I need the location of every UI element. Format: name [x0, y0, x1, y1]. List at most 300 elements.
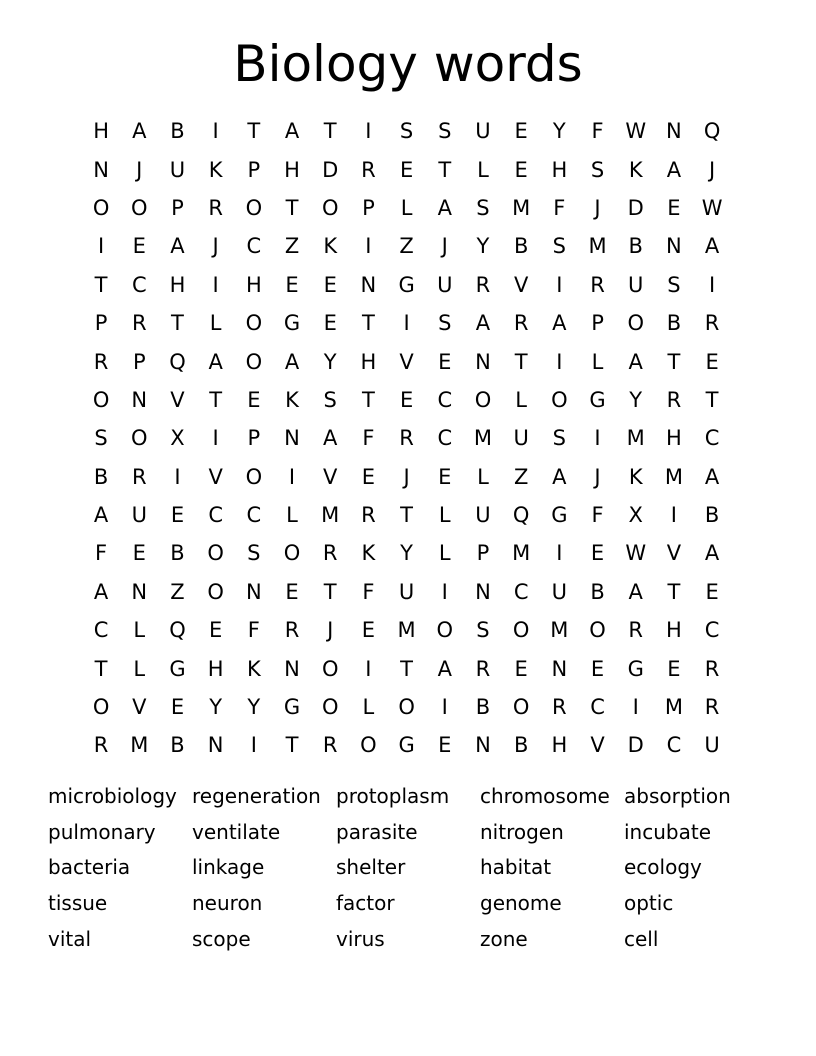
grid-letter: S: [438, 311, 452, 336]
grid-letter: W: [625, 541, 647, 566]
grid-letter: L: [400, 195, 413, 220]
word-list-row: [48, 921, 768, 957]
grid-letter: A: [628, 349, 643, 374]
grid-letter: T: [400, 503, 413, 528]
grid-letter: R: [322, 541, 338, 566]
grid-letter: I: [594, 426, 601, 451]
grid-letter: L: [515, 387, 527, 412]
grid-letter: R: [475, 656, 491, 681]
grid-letter: B: [170, 541, 185, 566]
grid-letter: L: [362, 695, 375, 720]
grid-letter: H: [551, 733, 568, 758]
grid-letter: T: [400, 656, 413, 681]
grid-letter: U: [475, 503, 491, 528]
grid-letter: S: [323, 387, 337, 412]
grid-letter: U: [437, 272, 453, 297]
grid-letter: E: [514, 119, 528, 144]
word-list-item: genome: [480, 891, 562, 916]
grid-letter: R: [131, 311, 147, 336]
grid-letter: N: [551, 656, 568, 681]
grid-letter: R: [628, 618, 644, 643]
grid-letter: T: [94, 272, 108, 297]
grid-letter: O: [92, 387, 110, 412]
grid-letter: U: [169, 157, 186, 182]
grid-letter: Z: [399, 234, 414, 259]
grid-letter: J: [327, 618, 334, 643]
grid-letter: O: [92, 695, 110, 720]
grid-letter: S: [247, 541, 261, 566]
grid-letter: O: [512, 695, 530, 720]
grid-letter: C: [704, 618, 720, 643]
grid-letter: H: [551, 157, 568, 182]
grid-letter: B: [666, 311, 682, 336]
word-list-row: [48, 850, 768, 886]
grid-letter: L: [477, 157, 489, 182]
grid-letter: N: [360, 272, 377, 297]
grid-letter: R: [93, 349, 109, 374]
grid-letter: M: [397, 618, 416, 643]
grid-letter: Q: [703, 119, 721, 144]
grid-row: [82, 342, 731, 380]
grid-letter: A: [475, 311, 491, 336]
grid-letter: O: [321, 195, 339, 220]
grid-letter: Y: [209, 695, 223, 720]
grid-row: [82, 458, 731, 496]
grid-letter: O: [245, 349, 263, 374]
grid-letter: E: [323, 311, 337, 336]
grid-letter: O: [245, 311, 263, 336]
grid-letter: L: [133, 618, 146, 643]
grid-letter: E: [514, 157, 528, 182]
grid-letter: E: [438, 349, 452, 374]
grid-letter: V: [590, 733, 605, 758]
grid-letter: O: [551, 387, 568, 412]
grid-letter: M: [473, 426, 493, 451]
grid-letter: A: [208, 349, 223, 374]
grid-letter: U: [475, 119, 491, 144]
word-list-item: optic: [624, 891, 674, 916]
grid-letter: A: [704, 234, 720, 259]
grid-letter: H: [666, 426, 682, 451]
word-list-item: vital: [48, 927, 92, 952]
word-list-item: incubate: [624, 819, 712, 844]
grid-letter: X: [628, 503, 643, 528]
grid-row: [82, 573, 731, 611]
word-list-item: chromosome: [480, 783, 610, 808]
grid-letter: H: [666, 618, 682, 643]
grid-letter: D: [322, 157, 339, 182]
grid-letter: D: [627, 733, 644, 758]
grid-letter: E: [399, 387, 414, 412]
grid-letter: N: [93, 157, 109, 182]
grid-letter: N: [666, 234, 682, 259]
grid-row: [82, 381, 731, 419]
grid-letter: K: [628, 464, 643, 489]
grid-letter: O: [131, 195, 148, 220]
grid-letter: Q: [512, 503, 530, 528]
grid-letter: I: [556, 272, 563, 297]
grid-letter: P: [591, 311, 604, 336]
grid-letter: L: [477, 464, 489, 489]
word-list-item: neuron: [192, 891, 263, 916]
grid-letter: A: [170, 234, 185, 259]
grid-letter: G: [589, 387, 606, 412]
grid-letter: F: [591, 503, 604, 528]
grid-letter: V: [666, 541, 682, 566]
grid-letter: A: [437, 195, 452, 220]
grid-letter: E: [667, 195, 681, 220]
grid-letter: I: [250, 733, 257, 758]
grid-letter: B: [704, 503, 720, 528]
grid-letter: S: [552, 426, 567, 451]
grid-letter: E: [438, 464, 452, 489]
grid-letter: B: [590, 579, 605, 604]
grid-letter: O: [589, 618, 606, 643]
grid-letter: G: [398, 272, 415, 297]
grid-letter: S: [399, 119, 414, 144]
grid-letter: O: [474, 387, 492, 412]
word-list-item: scope: [192, 927, 251, 952]
grid-letter: R: [590, 272, 605, 297]
grid-letter: J: [212, 234, 219, 259]
grid-letter: I: [441, 695, 448, 720]
grid-letter: R: [399, 426, 414, 451]
grid-row: [82, 304, 731, 342]
grid-letter: S: [476, 195, 490, 220]
word-list-item: parasite: [336, 819, 418, 844]
word-list-item: absorption: [624, 783, 731, 808]
grid-row: [82, 611, 731, 649]
word-list-item: shelter: [336, 855, 406, 880]
grid-letter: U: [398, 579, 415, 604]
grid-letter: C: [93, 618, 109, 643]
grid-letter: Q: [169, 618, 186, 643]
grid-letter: I: [365, 234, 372, 259]
grid-row: [82, 266, 731, 304]
grid-letter: L: [438, 541, 451, 566]
grid-letter: E: [590, 541, 605, 566]
grid-letter: E: [170, 695, 185, 720]
grid-letter: A: [437, 656, 452, 681]
grid-letter: V: [323, 464, 338, 489]
grid-letter: T: [94, 656, 108, 681]
word-list-item: linkage: [192, 855, 265, 880]
grid-letter: A: [552, 311, 567, 336]
grid-letter: J: [441, 234, 448, 259]
grid-letter: B: [513, 733, 529, 758]
grid-letter: I: [708, 272, 716, 297]
grid-letter: A: [132, 119, 147, 144]
grid-row: [82, 688, 731, 726]
grid-letter: R: [513, 311, 529, 336]
grid-letter: T: [514, 349, 528, 374]
word-list-item: ecology: [624, 855, 702, 880]
grid-letter: B: [170, 733, 185, 758]
grid-letter: I: [632, 695, 639, 720]
grid-letter: V: [513, 272, 529, 297]
grid-letter: E: [705, 349, 719, 374]
grid-row: [82, 150, 731, 188]
grid-letter: A: [284, 349, 300, 374]
grid-letter: Y: [400, 541, 413, 566]
grid-row: [82, 112, 731, 150]
grid-letter: I: [288, 464, 296, 489]
word-list-row: [48, 778, 768, 814]
grid-letter: E: [399, 157, 414, 182]
grid-letter: A: [93, 579, 109, 604]
grid-letter: V: [399, 349, 414, 374]
grid-letter: F: [362, 579, 375, 604]
grid-letter: O: [321, 695, 339, 720]
grid-letter: L: [591, 349, 604, 374]
grid-letter: R: [552, 695, 567, 720]
grid-letter: T: [323, 119, 337, 144]
word-list-item: pulmonary: [48, 819, 156, 844]
grid-letter: R: [284, 618, 300, 643]
grid-letter: H: [245, 272, 262, 297]
grid-letter: V: [132, 695, 147, 720]
grid-letter: E: [132, 541, 146, 566]
grid-letter: E: [170, 503, 185, 528]
grid-letter: G: [283, 311, 301, 336]
grid-letter: C: [513, 579, 529, 604]
grid-letter: O: [398, 695, 415, 720]
grid-letter: Z: [284, 234, 300, 259]
grid-letter: Y: [629, 387, 643, 412]
grid-letter: F: [95, 541, 108, 566]
grid-letter: L: [133, 656, 146, 681]
grid-letter: Z: [513, 464, 529, 489]
grid-letter: J: [594, 464, 601, 489]
grid-letter: A: [628, 579, 643, 604]
word-list-item: protoplasm: [336, 783, 450, 808]
grid-letter: E: [285, 272, 299, 297]
grid-letter: H: [207, 656, 224, 681]
grid-letter: N: [284, 426, 300, 451]
word-list-item: bacteria: [48, 855, 131, 880]
grid-letter: E: [209, 618, 223, 643]
grid-letter: G: [627, 656, 644, 681]
grid-letter: Y: [247, 695, 261, 720]
grid-letter: S: [476, 618, 490, 643]
word-list: [48, 778, 768, 957]
grid-letter: U: [628, 272, 644, 297]
grid-letter: J: [594, 195, 601, 220]
grid-letter: A: [323, 426, 338, 451]
grid-letter: T: [438, 157, 452, 182]
grid-letter: U: [513, 426, 529, 451]
grid-letter: T: [667, 579, 681, 604]
grid-letter: A: [704, 541, 720, 566]
grid-letter: O: [245, 195, 263, 220]
grid-letter: N: [245, 579, 262, 604]
grid-row: [82, 189, 731, 227]
grid-letter: O: [627, 311, 644, 336]
grid-letter: S: [94, 426, 108, 451]
grid-letter: R: [131, 464, 147, 489]
grid-letter: N: [207, 733, 224, 758]
grid-letter: O: [283, 541, 301, 566]
grid-letter: G: [283, 695, 301, 720]
word-list-row: [48, 814, 768, 850]
grid-letter: C: [437, 426, 453, 451]
grid-letter: T: [171, 311, 184, 336]
grid-letter: H: [360, 349, 377, 374]
word-list-item: factor: [336, 891, 395, 916]
grid-letter: K: [285, 387, 299, 412]
grid-letter: E: [361, 618, 376, 643]
grid-row: [82, 649, 731, 687]
grid-letter: T: [285, 733, 299, 758]
grid-letter: L: [286, 503, 298, 528]
grid-letter: J: [403, 464, 410, 489]
grid-letter: C: [590, 695, 605, 720]
grid-letter: K: [323, 234, 338, 259]
grid-letter: M: [130, 733, 149, 758]
grid-letter: P: [247, 157, 261, 182]
grid-letter: C: [666, 733, 682, 758]
grid-letter: J: [708, 157, 716, 182]
grid-letter: A: [704, 464, 720, 489]
grid-letter: E: [590, 656, 605, 681]
grid-letter: I: [174, 464, 181, 489]
grid-letter: T: [247, 119, 261, 144]
grid-letter: O: [92, 195, 110, 220]
grid-letter: M: [321, 503, 340, 528]
grid-letter: G: [398, 733, 415, 758]
grid-letter: Y: [552, 119, 566, 144]
grid-letter: K: [246, 656, 261, 681]
grid-letter: R: [361, 503, 376, 528]
grid-row: [82, 496, 731, 534]
grid-letter: O: [360, 733, 377, 758]
grid-letter: N: [131, 387, 148, 412]
grid-letter: M: [588, 234, 607, 259]
grid-letter: C: [437, 387, 453, 412]
grid-letter: I: [212, 119, 219, 144]
grid-letter: W: [625, 119, 647, 144]
grid-letter: S: [590, 157, 605, 182]
grid-letter: S: [667, 272, 681, 297]
word-list-item: regeneration: [192, 783, 321, 808]
grid-letter: E: [514, 656, 528, 681]
grid-letter: E: [132, 234, 146, 259]
grid-letter: T: [667, 349, 681, 374]
word-list-item: habitat: [480, 855, 552, 880]
word-list-item: virus: [336, 927, 385, 952]
grid-letter: H: [169, 272, 186, 297]
grid-letter: A: [552, 464, 567, 489]
grid-letter: A: [284, 119, 300, 144]
grid-letter: N: [284, 656, 300, 681]
grid-letter: D: [627, 195, 644, 220]
grid-letter: O: [207, 541, 224, 566]
grid-letter: R: [704, 656, 720, 681]
grid-letter: K: [361, 541, 376, 566]
grid-letter: A: [93, 503, 109, 528]
grid-letter: R: [666, 387, 682, 412]
grid-letter: W: [701, 195, 723, 220]
grid-letter: R: [361, 157, 376, 182]
grid-letter: L: [209, 311, 222, 336]
grid-letter: R: [208, 195, 223, 220]
grid-letter: E: [285, 579, 299, 604]
grid-letter: F: [362, 426, 375, 451]
grid-letter: E: [667, 656, 681, 681]
grid-letter: I: [556, 541, 563, 566]
grid-letter: U: [704, 733, 720, 758]
grid-letter: R: [704, 695, 720, 720]
grid-letter: M: [512, 195, 531, 220]
grid-letter: K: [628, 157, 643, 182]
grid-letter: X: [170, 426, 185, 451]
page-title: Biology words: [233, 35, 583, 93]
grid-letter: F: [591, 119, 604, 144]
grid-letter: N: [131, 579, 148, 604]
grid-letter: T: [285, 195, 299, 220]
grid-letter: E: [247, 387, 261, 412]
grid-letter: N: [475, 349, 491, 374]
word-list-item: cell: [624, 927, 659, 952]
grid-letter: P: [247, 426, 261, 451]
grid-letter: V: [208, 464, 223, 489]
grid-letter: T: [361, 311, 375, 336]
grid-letter: E: [705, 579, 719, 604]
grid-letter: M: [664, 695, 683, 720]
grid-letter: K: [208, 157, 223, 182]
grid-letter: O: [512, 618, 530, 643]
grid-letter: G: [551, 503, 568, 528]
grid-letter: B: [513, 234, 529, 259]
grid-letter: T: [705, 387, 719, 412]
grid-letter: E: [361, 464, 376, 489]
letter-grid: [82, 112, 731, 765]
grid-letter: R: [475, 272, 491, 297]
grid-letter: P: [476, 541, 490, 566]
grid-letter: T: [323, 579, 337, 604]
grid-letter: M: [550, 618, 569, 643]
grid-letter: T: [361, 387, 375, 412]
grid-letter: S: [552, 234, 567, 259]
word-list-item: microbiology: [48, 783, 177, 808]
grid-letter: I: [670, 503, 677, 528]
word-list-item: nitrogen: [480, 819, 564, 844]
grid-letter: R: [93, 733, 109, 758]
grid-letter: C: [246, 234, 262, 259]
grid-letter: S: [438, 119, 452, 144]
grid-letter: O: [245, 464, 263, 489]
grid-letter: I: [441, 579, 448, 604]
grid-letter: U: [131, 503, 147, 528]
grid-letter: M: [664, 464, 683, 489]
grid-letter: U: [551, 579, 568, 604]
grid-letter: I: [556, 349, 563, 374]
grid-letter: A: [666, 157, 682, 182]
grid-letter: J: [136, 157, 143, 182]
grid-letter: G: [169, 656, 186, 681]
grid-row: [82, 534, 731, 572]
grid-letter: H: [284, 157, 300, 182]
grid-row: [82, 726, 731, 764]
grid-letter: Q: [169, 349, 186, 374]
grid-row: [82, 227, 731, 265]
grid-letter: C: [704, 426, 720, 451]
grid-letter: C: [208, 503, 223, 528]
grid-letter: Z: [170, 579, 185, 604]
word-list-item: tissue: [48, 891, 108, 916]
grid-letter: P: [94, 311, 108, 336]
grid-letter: B: [628, 234, 643, 259]
